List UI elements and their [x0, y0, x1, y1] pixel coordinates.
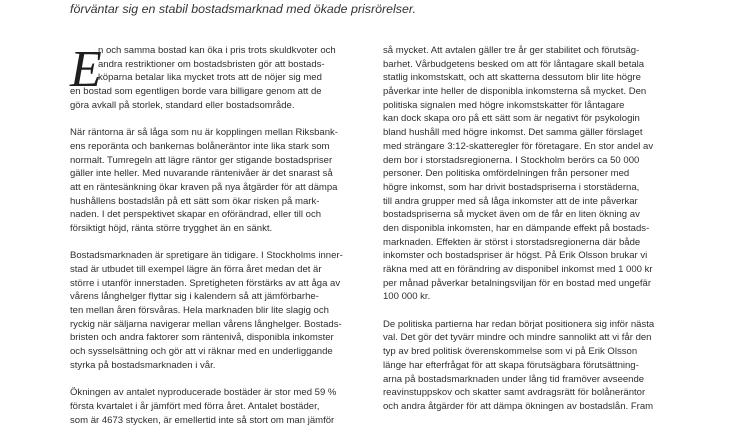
text-line: val. Det gör det tyvärr mindre och mindre sannolikt att vi får den	[383, 332, 652, 344]
text-line: ten mellan åren försvåras. Hela marknaden blir lite slagig och	[70, 305, 329, 317]
text-line: första kvartalet i år jämfört med förra året. Antalet bostäder,	[70, 400, 320, 412]
text-line: ens reporänta och bankernas bolåneräntor inte lika stark som	[70, 140, 330, 152]
paragraph	[383, 318, 681, 414]
text-line: När räntorna är så låga som nu är kopplingen mellan Riksbank-	[70, 127, 338, 139]
text-line: styrka på bostadsmarknaden i vår.	[70, 359, 216, 371]
text-line: n och samma bostad kan öka i pris trots skuldkvoter och	[98, 45, 336, 56]
text-line: köparna betalar lika mycket trots att de nöjer sig med	[98, 72, 322, 84]
text-line: högre inkomst, som har drivit bostadspriserna i storstäderna,	[383, 181, 640, 193]
text-line: barhet. Vårbudgetens besked om att för låntagare skall betala	[383, 58, 645, 70]
text-line: normalt. Tumregeln att lägre räntor ger stigande bostadspriser	[70, 154, 333, 166]
text-line: påverkar inte heller de disponibla inkomsterna så mycket. Den	[383, 86, 647, 98]
text-line: typ av bred politisk överenskommelse som vi på Erik Olsson	[383, 346, 638, 358]
drop-cap: E	[70, 41, 102, 98]
text-line: gäller inte heller. Med nuvarande räntenivåer är det snarast så	[70, 168, 333, 180]
paragraph	[70, 249, 360, 372]
right-column	[383, 44, 681, 427]
text-line: naden. I det perspektivet skapar en oförändrad, eller till och	[70, 209, 322, 221]
text-line: inkomster och bostadspriser är högst. På Erik Olsson brukar vi	[383, 250, 648, 262]
text-line: dem bor i storstadsregionerna. I Stockholm berörs ca 50 000	[383, 154, 640, 166]
text-line: räkna med att en förändring av disponibel inkomst med 1 000 kr	[383, 264, 653, 275]
text-line: med strängare 3:12-skatteregler för företagare. En stor andel av	[383, 140, 654, 152]
paragraph	[70, 126, 360, 236]
text-line: Bostadsmarknaden är spretigare än tidigare. I Stockholms inner-	[70, 250, 343, 262]
text-line: bristen och andra faktorer som räntenivå, disponibla inkomster	[70, 332, 334, 344]
text-line: De politiska partierna har redan börjat positionera sig inför nästa	[383, 318, 655, 330]
paragraph	[70, 41, 360, 112]
text-line: försiktigt höjd, ränta större trygghet än en sänkt.	[70, 222, 273, 234]
text-line: reavinstuppskov och skatter samt avdragsrätt för bolåneräntor	[383, 387, 646, 399]
text-line: som är 4673 stycken, är emellertid inte så stort om man jämför	[70, 414, 335, 426]
text-line: till andra grupper med så låga inkomster att de inte påverkar	[383, 195, 638, 207]
paragraph	[383, 44, 681, 304]
text-line: större i utanför innerstaden. Spretigheten förstärks av att åga av	[70, 277, 341, 289]
text-line: hushållens bostadslån på ett sätt som ökar risken på mark-	[70, 195, 320, 207]
text-line: kan dock skapa oro på ett sätt som är negativt för psykologin	[383, 113, 640, 125]
text-line: Ökningen av antalet nyproducerade bostäder är stor med 59 %	[70, 387, 337, 399]
text-line: statlig inkomstskatt, och att skatterna dessutom blir lite högre	[383, 72, 641, 84]
text-line: politiska signalen med högre inkomstskatter för låntagare	[383, 99, 625, 111]
text-line: och andra åtgärder för att dämpa ökningen av bostadslån. Fram	[383, 400, 654, 412]
text-line: bostadspriserna så mycket även om de får en liten ökning av	[383, 209, 640, 221]
text-line: marknaden. Effekten är störst i storstadsregionerna där både	[383, 236, 641, 248]
text-line: personer. Den politiska omfördelningen från personer med	[383, 168, 630, 180]
text-line: andra restriktioner om bostadsbristen gör att bostads-	[98, 58, 325, 70]
text-line: ryckig när säljarna navigerar mellan vårens långhelger. Bostads-	[70, 318, 342, 330]
left-column	[70, 41, 360, 441]
text-line: att en räntesänkning ökar kraven på nya åtgärder för att dämpa	[70, 181, 338, 193]
text-line: bland hushåll med högre inkomst. Det samma gäller förslaget	[383, 127, 643, 139]
text-line: en bostad som egentligen borde vara billigare genom att de	[70, 86, 322, 98]
text-line: per månad påverkar betalningsviljan för en bostad med ungefär	[383, 277, 652, 289]
text-line: göra avkall på storlek, standard eller bostadsområde.	[70, 99, 295, 111]
text-line: vårens långhelger flyttar sig i kalendern så att jämförbarhe-	[70, 291, 319, 303]
text-line: 100 000 kr.	[383, 291, 431, 303]
text-line: länge har efterfrågat för att skapa förutsägbara förutsättning-	[383, 359, 639, 371]
text-line: och sysselsättning och gör att vi räknar med en underliggande	[70, 346, 333, 358]
text-line: stad är utbudet till exempel lägre än förra året medan det är	[70, 264, 322, 275]
text-line: arna på bostadsmarknaden under lång tid framöver avseende	[383, 373, 645, 385]
text-line: den disponibla inkomsten, har en dämpande effekt på bostads-	[383, 222, 650, 234]
lede-text: förväntar sig en stabil bostadsmarknad med ökade prisrörelser.	[70, 2, 416, 16]
paragraph	[70, 386, 360, 427]
text-line: så mycket. Att avtalen gäller tre år ger stabilitet och förutsäg-	[383, 45, 640, 56]
